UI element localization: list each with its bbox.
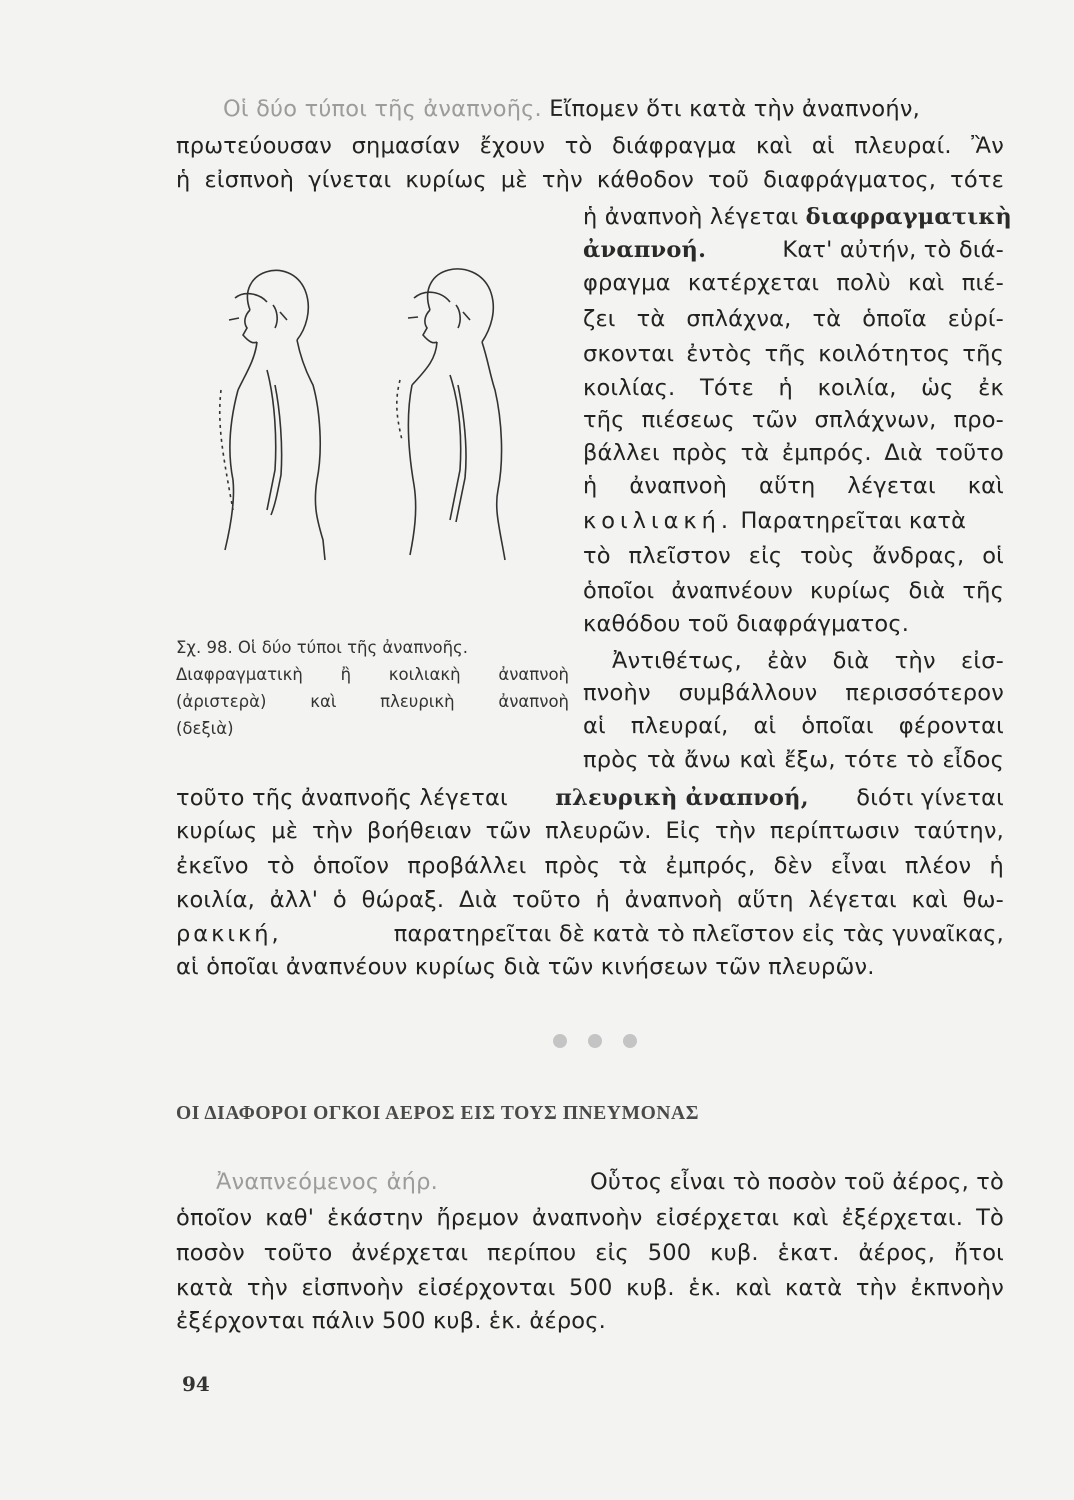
bold-term: διαφραγματικὴ <box>805 204 1012 230</box>
eye <box>229 318 239 320</box>
paragraph-line <box>176 919 1004 949</box>
face-outline <box>243 310 257 343</box>
figure-caption-line: Σχ. 98. Οἱ δύο τύποι τῆς ἀναπνοῆς. <box>176 638 468 657</box>
ear <box>456 305 470 328</box>
paragraph-line <box>583 506 966 536</box>
paragraph-line: ἐκεῖνο τὸ ὁποῖον προβάλλει πρὸς τὰ ἐμπρός, δὲν εἶναι πλέον ἡ <box>176 853 1004 879</box>
paragraph-line: τῆς πιέσεως τῶν σπλάχνων, προ- <box>583 407 1004 433</box>
spaced-term: κοιλιακή. <box>583 508 734 534</box>
paragraph-line: φραγμα κατέρχεται πολὺ καὶ πιέ- <box>583 270 1004 296</box>
paragraph-line: καθόδου τοῦ διαφράγματος. <box>583 611 910 637</box>
paragraph-line: βάλλει πρὸς τὰ ἐμπρός. Διὰ τοῦτο <box>583 440 1004 466</box>
paragraph-line: τὸ πλεῖστον εἰς τοὺς ἄνδρας, οἱ <box>583 543 1004 569</box>
separator-dot <box>553 1034 567 1048</box>
paragraph-lead: Ἀναπνεόμενος ἀήρ. <box>216 1169 438 1195</box>
neck-front <box>412 342 437 385</box>
text-span: Εἴπομεν ὅτι κατὰ τὴν ἀναπνοήν, <box>549 96 920 122</box>
arm-outline <box>450 375 461 520</box>
arm-outline <box>267 370 276 510</box>
hair-line <box>235 294 267 302</box>
paragraph-line <box>583 235 1004 265</box>
paragraph-line <box>223 94 920 124</box>
head-outline <box>247 270 308 340</box>
paragraph-line: αἱ ὁποῖαι ἀναπνέουν κυρίως διὰ τῶν κινήσεων τῶν πλευρῶν. <box>176 954 875 980</box>
figure-caption-line: (δεξιὰ) <box>176 719 234 738</box>
section-separator <box>553 1034 637 1048</box>
breathing-dashed-line <box>397 380 402 440</box>
paragraph-line: ζει τὰ σπλάχνα, τὰ ὁποῖα εὑρί- <box>583 306 1004 332</box>
text-span: Παρατηρεῖται κατὰ <box>740 508 967 534</box>
paragraph-line: πρὸς τὰ ἄνω καὶ ἔξω, τότε τὸ εἶδος <box>583 747 1004 773</box>
figure-diaphragmatic <box>220 270 325 560</box>
eye <box>408 317 418 318</box>
bold-term: ἀναπνοή. <box>583 237 707 263</box>
figure-caption-line: Διαφραγματικὴ ἢ κοιλιακὴ ἀναπνοὴ <box>176 665 569 684</box>
bold-term: πλευρικὴ ἀναπνοή, <box>555 785 809 811</box>
paragraph-line: κατὰ τὴν εἰσπνοὴν εἰσέρχονται 500 κυβ. ἑκ. καὶ κατὰ τὴν ἐκπνοὴν <box>176 1275 1004 1301</box>
paragraph-line: κυρίως μὲ τὴν βοήθειαν τῶν πλευρῶν. Εἰς τὴν περίπτωσιν ταύτην, <box>176 818 1004 844</box>
chest-front <box>225 390 238 550</box>
paragraph-line: ἡ εἰσπνοὴ γίνεται κυρίως μὲ τὴν κάθοδον τοῦ διαφράγματος, τότε <box>176 167 1004 193</box>
paragraph-line <box>216 1167 1004 1197</box>
text-span: παρατηρεῖται δὲ κατὰ τὸ πλεῖστον εἰς τὰς γυναῖκας, <box>393 921 1004 947</box>
breathing-figure <box>205 250 545 570</box>
text-span: τοῦτο τῆς ἀναπνοῆς λέγεται <box>176 785 508 811</box>
paragraph-line: αἱ πλευραί, αἱ ὁποῖαι φέρονται <box>583 713 1004 739</box>
figure-caption-line: (ἀριστερὰ) καὶ πλευρικὴ ἀναπνοὴ <box>176 692 569 711</box>
paragraph-line: ἡ ἀναπνοὴ αὕτη λέγεται καὶ <box>583 473 1004 499</box>
paragraph-lead: Οἱ δύο τύποι τῆς ἀναπνοῆς. <box>223 96 542 122</box>
paragraph-line: ποσὸν τοῦτο ἀνέρχεται περίπου εἰς 500 κυβ. ἑκατ. ἀέρος, ἤτοι <box>176 1240 1004 1266</box>
paragraph-line: πρωτεύουσαν σημασίαν ἔχουν τὸ διάφραγμα καὶ αἱ πλευραί. Ἂν <box>176 133 1004 159</box>
paragraph-line: ὁποῖον καθ' ἑκάστην ἤρεμον ἀναπνοὴν εἰσέρχεται καὶ ἐξέρχεται. Τὸ <box>176 1205 1004 1231</box>
paragraph-line: σκονται ἐντὸς τῆς κοιλότητος τῆς <box>583 341 1004 367</box>
back-outline <box>482 342 505 560</box>
separator-dot <box>588 1034 602 1048</box>
face-outline <box>423 310 437 343</box>
back-outline <box>297 340 325 560</box>
paragraph-line: ἐξέρχονται πάλιν 500 κυβ. ἑκ. ἀέρος. <box>176 1308 607 1334</box>
paragraph-line: κοιλία, ἀλλ' ὁ θώραξ. Διὰ τοῦτο ἡ ἀναπνοὴ αὕτη λέγεται καὶ θω- <box>176 887 1004 913</box>
breathing-dashed-line <box>220 390 233 510</box>
paragraph-line: ὁποῖοι ἀναπνέουν κυρίως διὰ τῆς <box>583 578 1004 604</box>
separator-dot <box>623 1034 637 1048</box>
text-span: διότι γίνεται <box>856 785 1004 811</box>
paragraph-line <box>583 202 1012 232</box>
ear <box>273 305 287 328</box>
section-heading: ΟΙ ΔΙΑΦΟΡΟΙ ΟΓΚΟΙ ΑΕΡΟΣ ΕΙΣ ΤΟΥΣ ΠΝΕΥΜΟΝΑΣ <box>176 1103 700 1124</box>
page-number: 94 <box>182 1372 210 1396</box>
neck-front <box>238 342 257 390</box>
text-span: Κατ' αὐτήν, τὸ διά- <box>782 237 1004 263</box>
paragraph-line: πνοὴν συμβάλλουν περισσότερον <box>583 680 1004 706</box>
hair-line <box>414 292 450 302</box>
head-outline <box>428 269 494 342</box>
text-span: ἡ ἀναπνοὴ λέγεται <box>583 204 799 230</box>
text-span: Οὗτος εἶναι τὸ ποσὸν τοῦ ἀέρος, τὸ <box>589 1169 1004 1195</box>
spaced-term: ρακική, <box>176 921 282 947</box>
chest-front <box>408 385 415 555</box>
figure-costal <box>397 269 505 560</box>
paragraph-line: κοιλίας. Τότε ἡ κοιλία, ὡς ἐκ <box>583 375 1004 401</box>
paragraph-line <box>176 783 1004 813</box>
paragraph-line: Ἀντιθέτως, ἐὰν διὰ τὴν εἰσ- <box>612 648 1004 674</box>
